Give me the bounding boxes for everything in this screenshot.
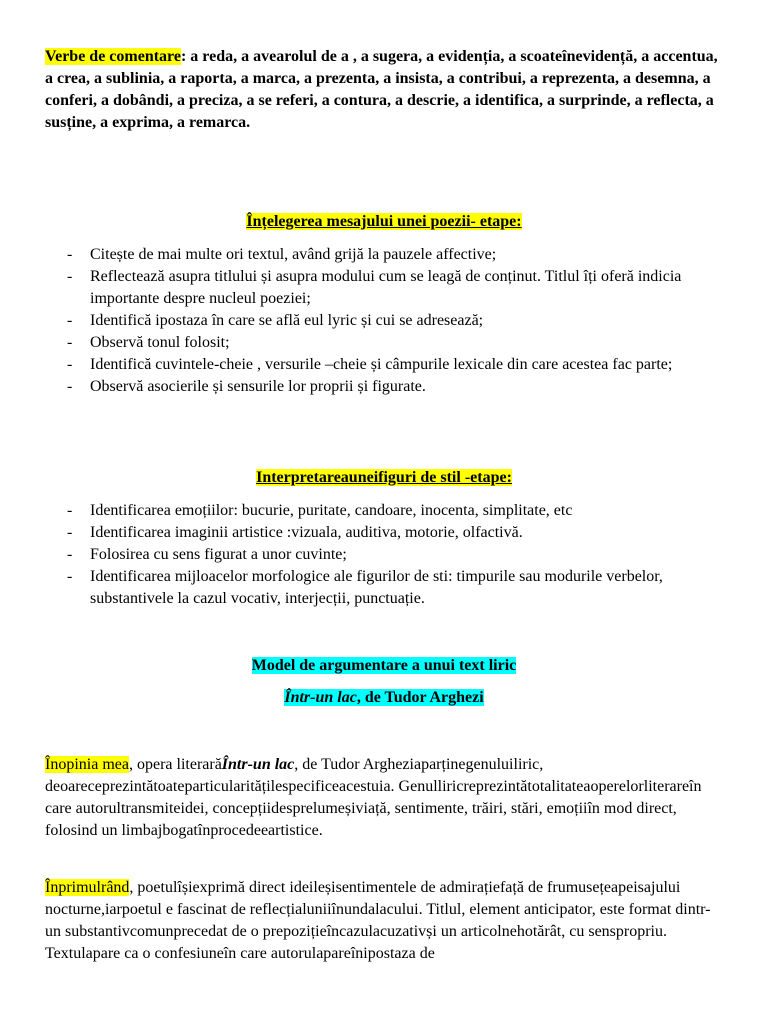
p2-text: , poetulîșiexprimă direct ideileșisentimentele de admirațiefață de frumusețeapeisajului nocturne,iarpoetul e fascinat de reflecțialuniiînundalacului. Titlul, element anticipator, este format dintr-un substantivcomunprecedat de o prepozițieîncazulacuzativși un articolnehotărât, cu senspropriu. Textulapare ca o confesiuneîn care autorulapareînipostaza de: [45, 879, 711, 962]
list-item: - Identifică ipostaza în care se află eul lyric și cui se adresează;: [45, 310, 725, 332]
verbe-text: : a reda, a avearolul de a , a sugera, a evidenția, a scoateînevidență, a accentua, a crea, a sublinia, a raporta, a marca, a prezenta, a insista, a contribui, a reprezenta, a desemna, a conferi, a dobândi, a preciza, a se referi, a contura, a descrie, a identifica, a surprinde, a reflecta, a susține, a exprima, a remarca.: [45, 48, 718, 131]
work-author: , de Tudor Arghezi: [356, 689, 484, 706]
list-item: - Identificarea imaginii artistice :vizuala, auditiva, motorie, olfactivă.: [45, 522, 725, 544]
p1-after-title: , de Tudor Argheziaparținegenuluiliric, deoareceprezintătoateparticularitățilespecificeacestuia. Genulliricreprezintătotalitateaoperelorliterareîn care autorultransmiteidei, concepțiidesprelumeșiviață, sentimente, trăiri, stări, emoțiiîn mod direct, folosind un limbajbogatînprocedeeartistice.: [45, 756, 702, 839]
p1-title: Într-un lac: [221, 756, 295, 773]
intelegerea-list: [45, 244, 725, 398]
interpretarea-list: [45, 500, 725, 610]
list-item: - Reflectează asupra titlului și asupra modului cum se leagă de conținut. Titlul îți oferă indicia importante despre nucleul poeziei;: [45, 266, 725, 310]
verbe-paragraph: [45, 46, 725, 134]
model-work: [0, 687, 768, 709]
paragraph-opinion: [45, 754, 725, 842]
interpretarea-heading-text: Interpretareauneifiguri de stil -etape:: [256, 469, 512, 486]
p2-lead: Înprimulrând: [45, 879, 130, 896]
list-item: - Observă tonul folosit;: [45, 332, 725, 354]
p1-before-title: , opera literară: [128, 756, 222, 773]
model-title: [0, 655, 768, 677]
list-item: - Observă asocierile și sensurile lor proprii și figurate.: [45, 376, 725, 398]
list-item: - Folosirea cu sens figurat a unor cuvinte;: [45, 544, 725, 566]
list-item: - Identificarea mijloacelor morfologice ale figurilor de sti: timpurile sau modurile verbelor, substantivele la cazul vocativ, interjecții, punctuație.: [45, 566, 725, 610]
list-item: - Identificarea emoțiilor: bucurie, puritate, candoare, inocenta, simplitate, etc: [45, 500, 725, 522]
verbe-label: Verbe de comentare: [45, 48, 181, 65]
list-item: - Identifică cuvintele-cheie , versurile –cheie și câmpurile lexicale din care acestea fac parte;: [45, 354, 725, 376]
work-title: Într-un lac: [284, 689, 357, 706]
intelegerea-heading: [0, 211, 768, 233]
model-work-highlight: [284, 689, 483, 706]
intelegerea-heading-text: Înțelegerea mesajului unei poezii- etape:: [246, 213, 522, 230]
paragraph-first: [45, 877, 725, 965]
list-item: - Citește de mai multe ori textul, având grijă la pauzele affective;: [45, 244, 725, 266]
model-title-text: Model de argumentare a unui text liric: [251, 657, 517, 674]
p1-lead: Înopinia mea: [45, 756, 129, 773]
interpretarea-heading: [0, 467, 768, 489]
